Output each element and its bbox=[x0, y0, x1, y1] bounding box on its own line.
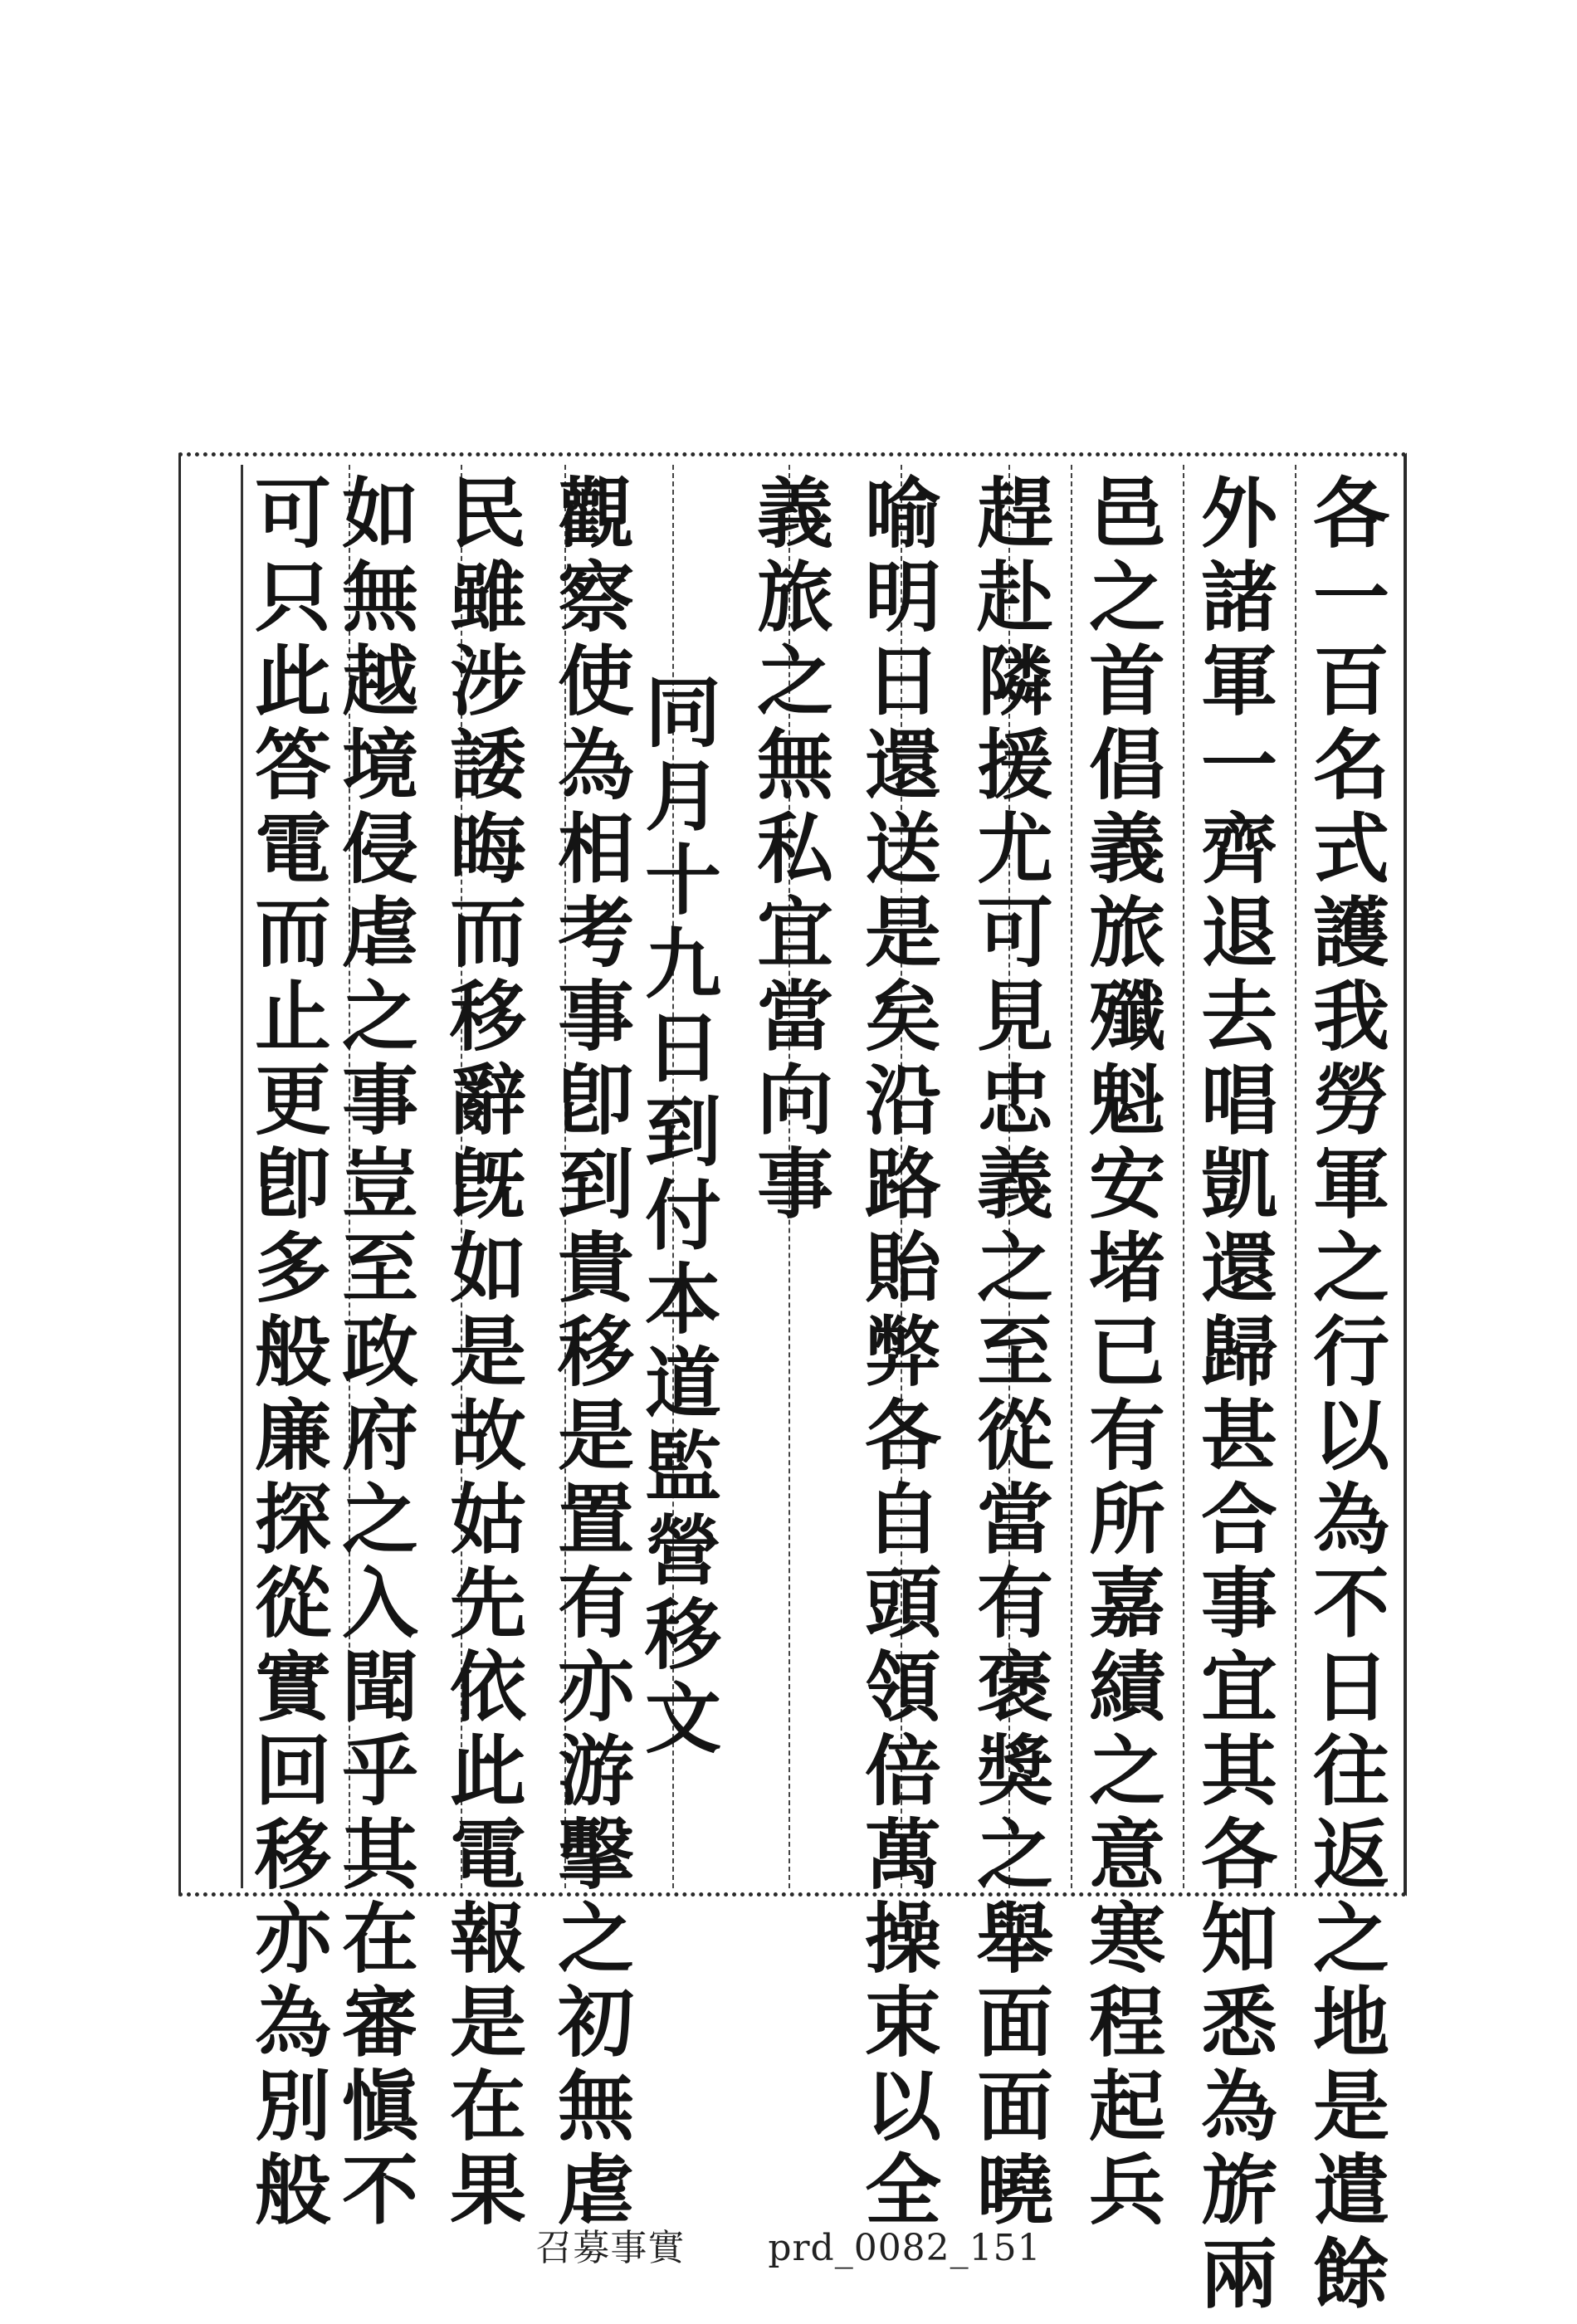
text-column-2: 外諸軍一齊退去唱凱還歸甚合事宜其各知悉為旂兩 bbox=[1189, 473, 1278, 2317]
text-column-5: 喻明日還送是矣沿路貽弊各自頭領倍萬操束以全 bbox=[852, 473, 942, 2234]
text-column-3: 邑之首倡義旅殲魁安堵已有所嘉績之意寒程起兵 bbox=[1077, 473, 1166, 2234]
text-column-1: 各一百名式護我勞軍之行以為不日往返之地是遣餘 bbox=[1301, 473, 1390, 2317]
text-column-4: 趕赴隣援尤可見忠義之至從當有褒獎之舉面面曉 bbox=[964, 473, 1054, 2234]
footer-page-id: prd_0082_151 bbox=[768, 2227, 1042, 2269]
text-column-8: 觀察使為相考事卽到貴移是置有亦游擊之初無虐 bbox=[545, 473, 635, 2234]
column-rule bbox=[1183, 465, 1184, 1888]
column-rule bbox=[1295, 465, 1296, 1888]
footer-title: 召募事實 bbox=[535, 2227, 686, 2269]
text-column-6: 義旅之無私宜當向事 bbox=[745, 473, 834, 1228]
text-column-9: 民雖涉諉晦而移辭旣如是故姑先依此電報是在果 bbox=[437, 473, 527, 2234]
column-rule bbox=[1071, 465, 1072, 1888]
text-column-10: 如無越境侵虐之事豈至政府之入聞乎其在審愼不 bbox=[330, 473, 419, 2234]
text-column-11: 可只此答電而止更卽多般廉探從實回移亦為別般 bbox=[242, 473, 332, 2234]
page-footer bbox=[0, 2218, 1577, 2271]
dated-heading-column: 同月十九日到付本道監營移文 bbox=[632, 672, 722, 1762]
